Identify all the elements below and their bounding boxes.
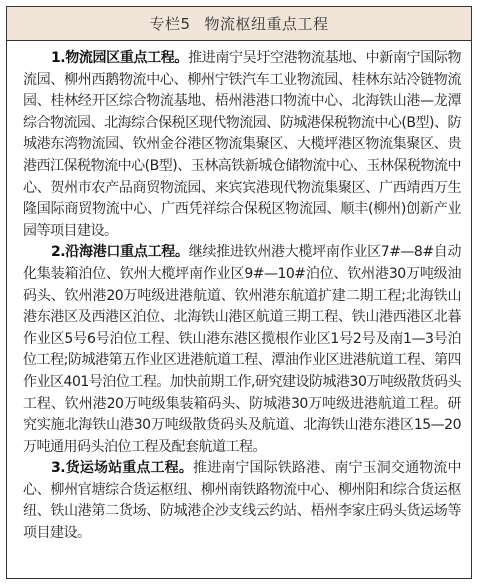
column-body xyxy=(7,41,471,545)
section-coastal-ports-heading: 2.沿海港口重点工程。 xyxy=(51,244,189,261)
column-box xyxy=(6,6,472,579)
section-freight-stations-heading: 3.货运场站重点工程。 xyxy=(51,460,193,477)
section-logistics-parks xyxy=(23,48,461,242)
section-logistics-parks-text: 推进南宁吴圩空港物流基地、中新南宁国际物流园、柳州西鹅物流中心、柳州宁铁汽车工业物流园、桂林东站冷链物流园、桂林经开区综合物流基地、梧州港港口物流中心、北海铁山港—龙潭综合物流园、北海综合保税区现代物流园、防城港保税物流中心(B型)、防城港东湾物流园、钦州金谷港区物流集聚区、大榄坪港区物流集聚区、贵港西江保税物流中心(B型)、玉林高铁新城仓储物流中心、玉林保税物流中心、贺州市农产品商贸物流园、来宾宾港现代物流集聚区、广西靖西万生隆国际商贸物流中心、广西凭祥综合保税区物流园、顺丰(柳州)创新产业园等项目建设。 xyxy=(23,50,461,239)
section-freight-stations-text: 推进南宁国际铁路港、南宁玉洞交通物流中心、柳州官塘综合货运枢纽、柳州南铁路物流中心、柳州阳和综合货运枢纽、铁山港第二货场、防城港企沙支线云约站、梧州李家庄码头货运场等项目建设。 xyxy=(23,460,461,542)
column-header xyxy=(7,7,471,41)
column-title: 物流枢纽重点工程 xyxy=(204,15,329,33)
section-coastal-ports-text: 继续推进钦州港大榄坪南作业区7#—8#自动化集装箱泊位、钦州大榄坪南作业区9#—10#泊位、钦州港30万吨级油码头、钦州港20万吨级进港航道、钦州港东航道扩建二期工程;北海铁山港东港区及西港区泊位、北海铁山港区航道三期工程、铁山港西港区北暮作业区5号6号泊位工程、铁山港东港区揽根作业区1号2号及南1—3号泊位工程;防城港第五作业区进港航道工程、潭油作业区进港航道工程、第四作业区401号泊位工程。加快前期工作,研究建设防城港30万吨级散货码头工程、钦州港20万吨级集装箱码头、防城港30万吨级进港航道工程。研究实施北海铁山港30万吨级散货码头及航道、北海铁山港东港区15—20万吨通用码头泊位工程及配套航道工程。 xyxy=(23,244,462,455)
section-freight-stations xyxy=(23,458,461,544)
column-label: 专栏5 xyxy=(149,15,191,33)
section-logistics-parks-heading: 1.物流园区重点工程。 xyxy=(51,50,189,66)
section-coastal-ports xyxy=(23,242,461,458)
